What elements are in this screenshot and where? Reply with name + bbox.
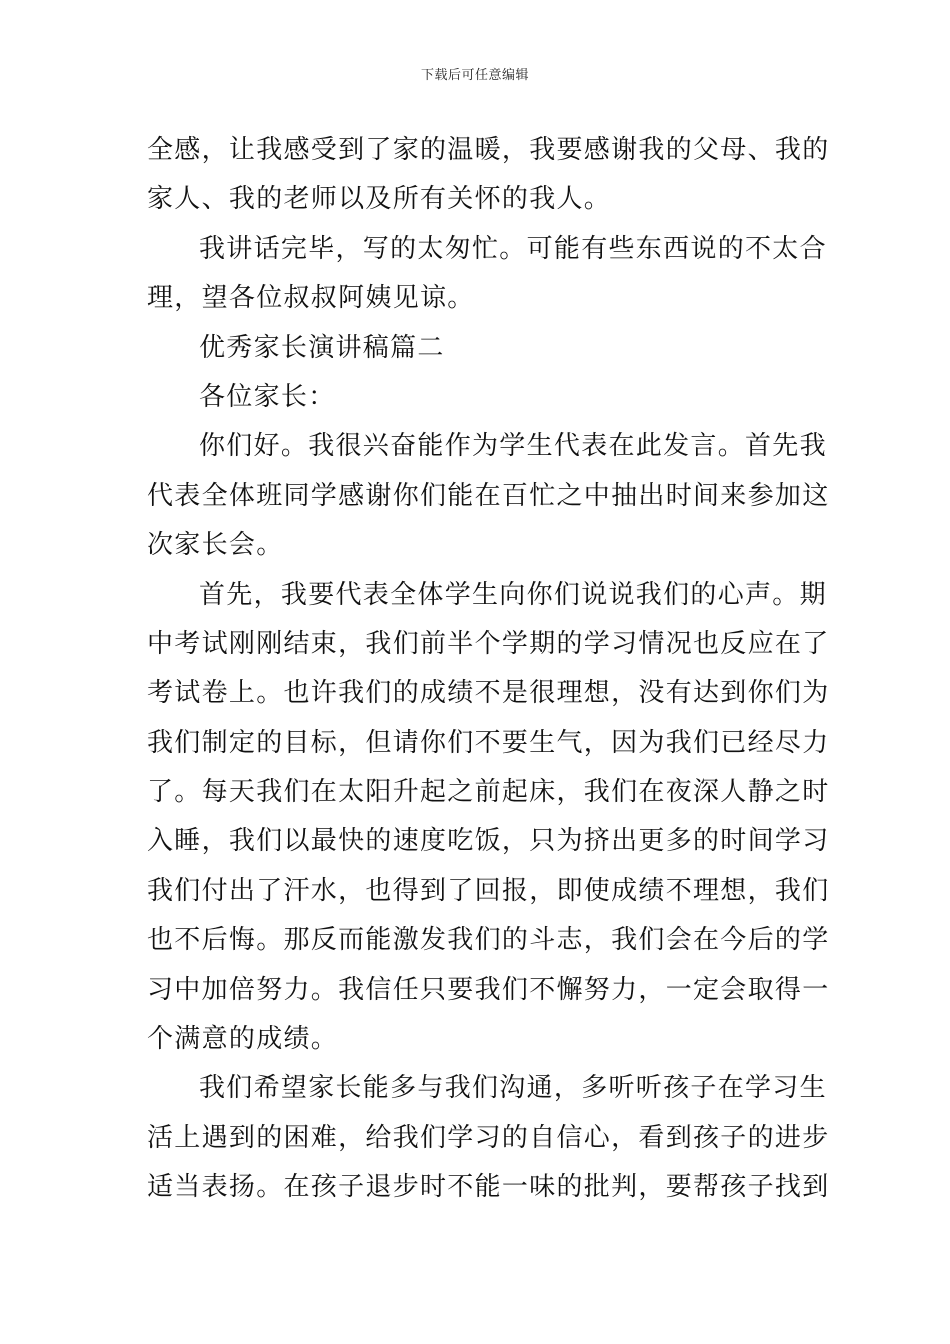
salutation: 各位家长： (199, 381, 336, 412)
text-line: 考试卷上。也许我们的成绩不是很理想，没有达到你们为 (147, 678, 830, 709)
header-note: 下载后可任意编辑 (420, 68, 529, 83)
text-line: 适当表扬。在孩子退步时不能一味的批判，要帮孩子找到 (147, 1172, 830, 1203)
text-line: 代表全体班同学感谢你们能在百忙之中抽出时间来参加这 (147, 480, 830, 511)
text-line: 家人、我的老师以及所有关怀的我人。 (147, 184, 612, 215)
text-line: 中考试刚刚结束，我们前半个学期的学习情况也反应在了 (147, 628, 830, 659)
text-line: 我们付出了汗水，也得到了回报，即使成绩不理想，我们 (147, 875, 830, 906)
text-line: 理，望各位叔叔阿姨见谅。 (147, 283, 475, 314)
paragraph-first-line: 你们好。我很兴奋能作为学生代表在此发言。首先我 (199, 431, 827, 462)
text-line: 习中加倍努力。我信任只要我们不懈努力，一定会取得一 (147, 974, 830, 1005)
text-line: 个满意的成绩。 (147, 1024, 339, 1055)
text-line: 了。每天我们在太阳升起之前起床，我们在夜深人静之时 (147, 777, 830, 808)
text-line: 入睡，我们以最快的速度吃饭，只为挤出更多的时间学习 (147, 826, 830, 857)
text-line: 我们制定的目标，但请你们不要生气，因为我们已经尽力 (147, 727, 830, 758)
paragraph-first-line: 我讲话完毕，写的太匆忙。可能有些东西说的不太合 (199, 233, 827, 264)
paragraph-first-line: 首先，我要代表全体学生向你们说说我们的心声。期 (199, 579, 827, 610)
text-line: 次家长会。 (147, 530, 284, 561)
text-line: 活上遇到的困难，给我们学习的自信心，看到孩子的进步 (147, 1122, 830, 1153)
text-line: 全感，让我感受到了家的温暖，我要感谢我的父母、我的 (147, 135, 830, 165)
paragraph-first-line: 我们希望家长能多与我们沟通，多听听孩子在学习生 (199, 1073, 827, 1104)
text-line: 也不后悔。那反而能激发我们的斗志，我们会在今后的学 (147, 925, 830, 956)
section-title: 优秀家长演讲稿篇二 (199, 332, 445, 363)
document-body (147, 126, 830, 1213)
